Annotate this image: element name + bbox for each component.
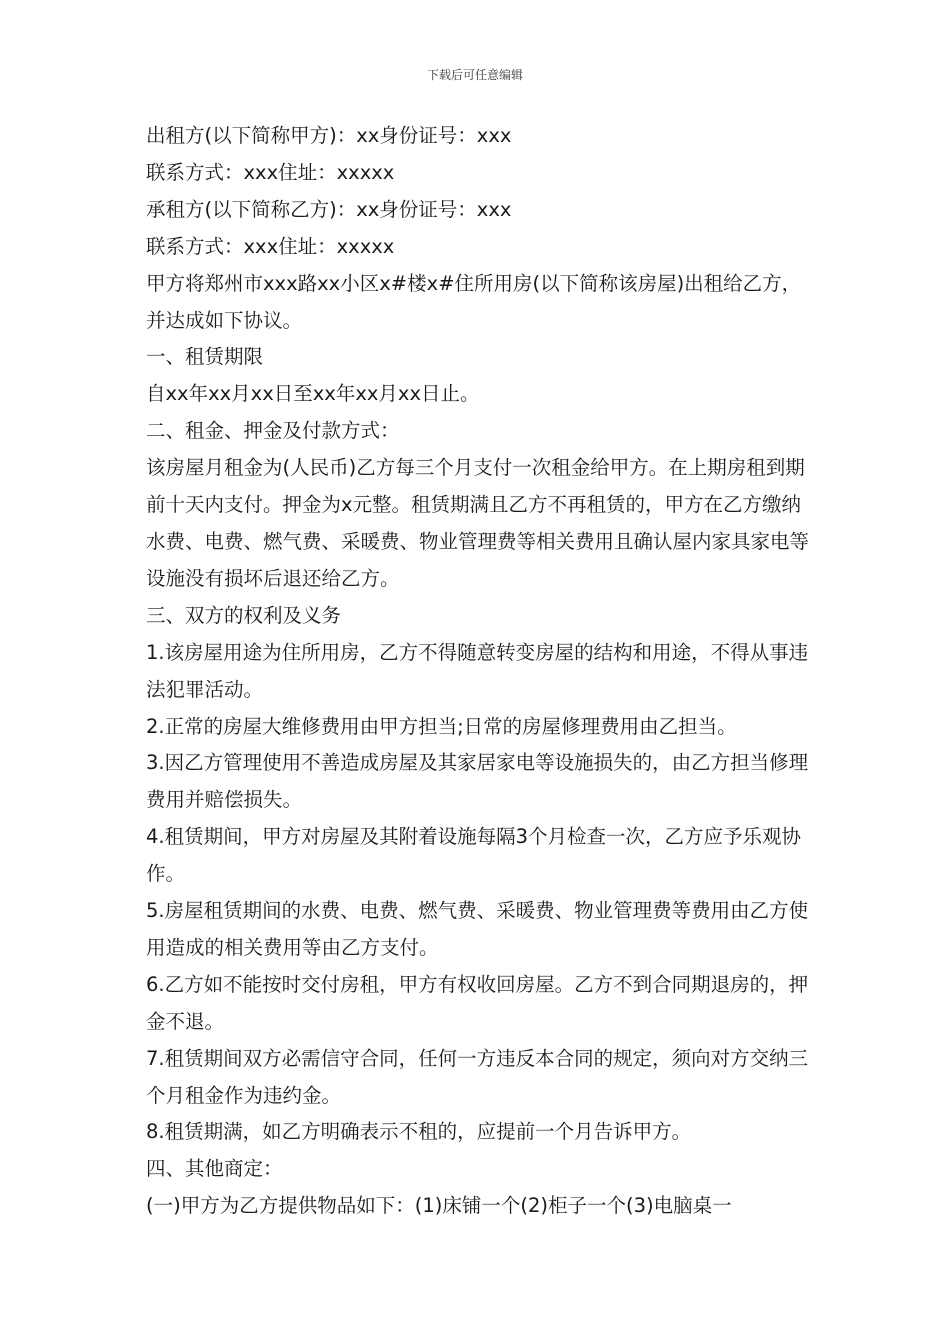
contract-body [146,118,812,1225]
clause-item: 5.房屋租赁期间的水费、电费、燃气费、采暖费、物业管理费等费用由乙方使用造成的相关费用等由乙方支付。 [146,899,809,959]
clause-item: 3.因乙方管理使用不善造成房屋及其家居家电等设施损失的，由乙方担当修理费用并赔偿损失。 [146,751,809,812]
section-heading-lease-term: 一、租赁期限 [146,345,264,369]
rent-paragraph: 该房屋月租金为(人民币)乙方每三个月支付一次租金给甲方。在上期房租到期前十天内支付。押金为x元整。租赁期满且乙方不再租赁的，甲方在乙方缴纳水费、电费、燃气费、采暖费、物业管理费等相关费用且确认屋内家具家电等设施没有损坏后退还给乙方。 [146,456,810,590]
party-b-contact-line: 联系方式：xxx住址：xxxxx [146,234,395,258]
section-heading-rights: 三、双方的权利及义务 [146,603,342,627]
party-a-contact-line: 联系方式：xxx住址：xxxxx [146,160,395,184]
clause-item: 7.租赁期间双方必需信守合同，任何一方违反本合同的规定，须向对方交纳三个月租金作为违约金。 [146,1046,809,1107]
clause-item: 8.租赁期满，如乙方明确表示不租的，应提前一个月告诉甲方。 [146,1120,692,1144]
section-heading-other: 四、其他商定： [146,1157,283,1181]
clause-item: 2.正常的房屋大维修费用由甲方担当;日常的房屋修理费用由乙担当。 [146,714,737,738]
lease-term-paragraph: 自xx年xx月xx日至xx年xx月xx日止。 [146,382,480,406]
intro-paragraph: 甲方将郑州市xxx路xx小区x#楼x#住所用房(以下简称该房屋)出租给乙方，并达成如下协议。 [146,271,802,332]
party-b-line: 承租方(以下简称乙方)：xx身份证号：xxx [146,197,512,221]
clause-item: 6.乙方如不能按时交付房租，甲方有权收回房屋。乙方不到合同期退房的，押金不退。 [146,972,809,1033]
page-header-note: 下载后可任意编辑 [426,68,523,82]
section-heading-rent: 二、租金、押金及付款方式： [146,419,400,443]
clause-item: 1.该房屋用途为住所用房，乙方不得随意转变房屋的结构和用途，不得从事违法犯罪活动。 [146,640,809,701]
clause-item: 4.租赁期间，甲方对房屋及其附着设施每隔3个月检查一次，乙方应予乐观协作。 [146,825,802,886]
party-a-line: 出租方(以下简称甲方)：xx身份证号：xxx [146,124,512,147]
other-items-paragraph: (一)甲方为乙方提供物品如下：(1)床铺一个(2)柜子一个(3)电脑桌一 [146,1194,732,1218]
